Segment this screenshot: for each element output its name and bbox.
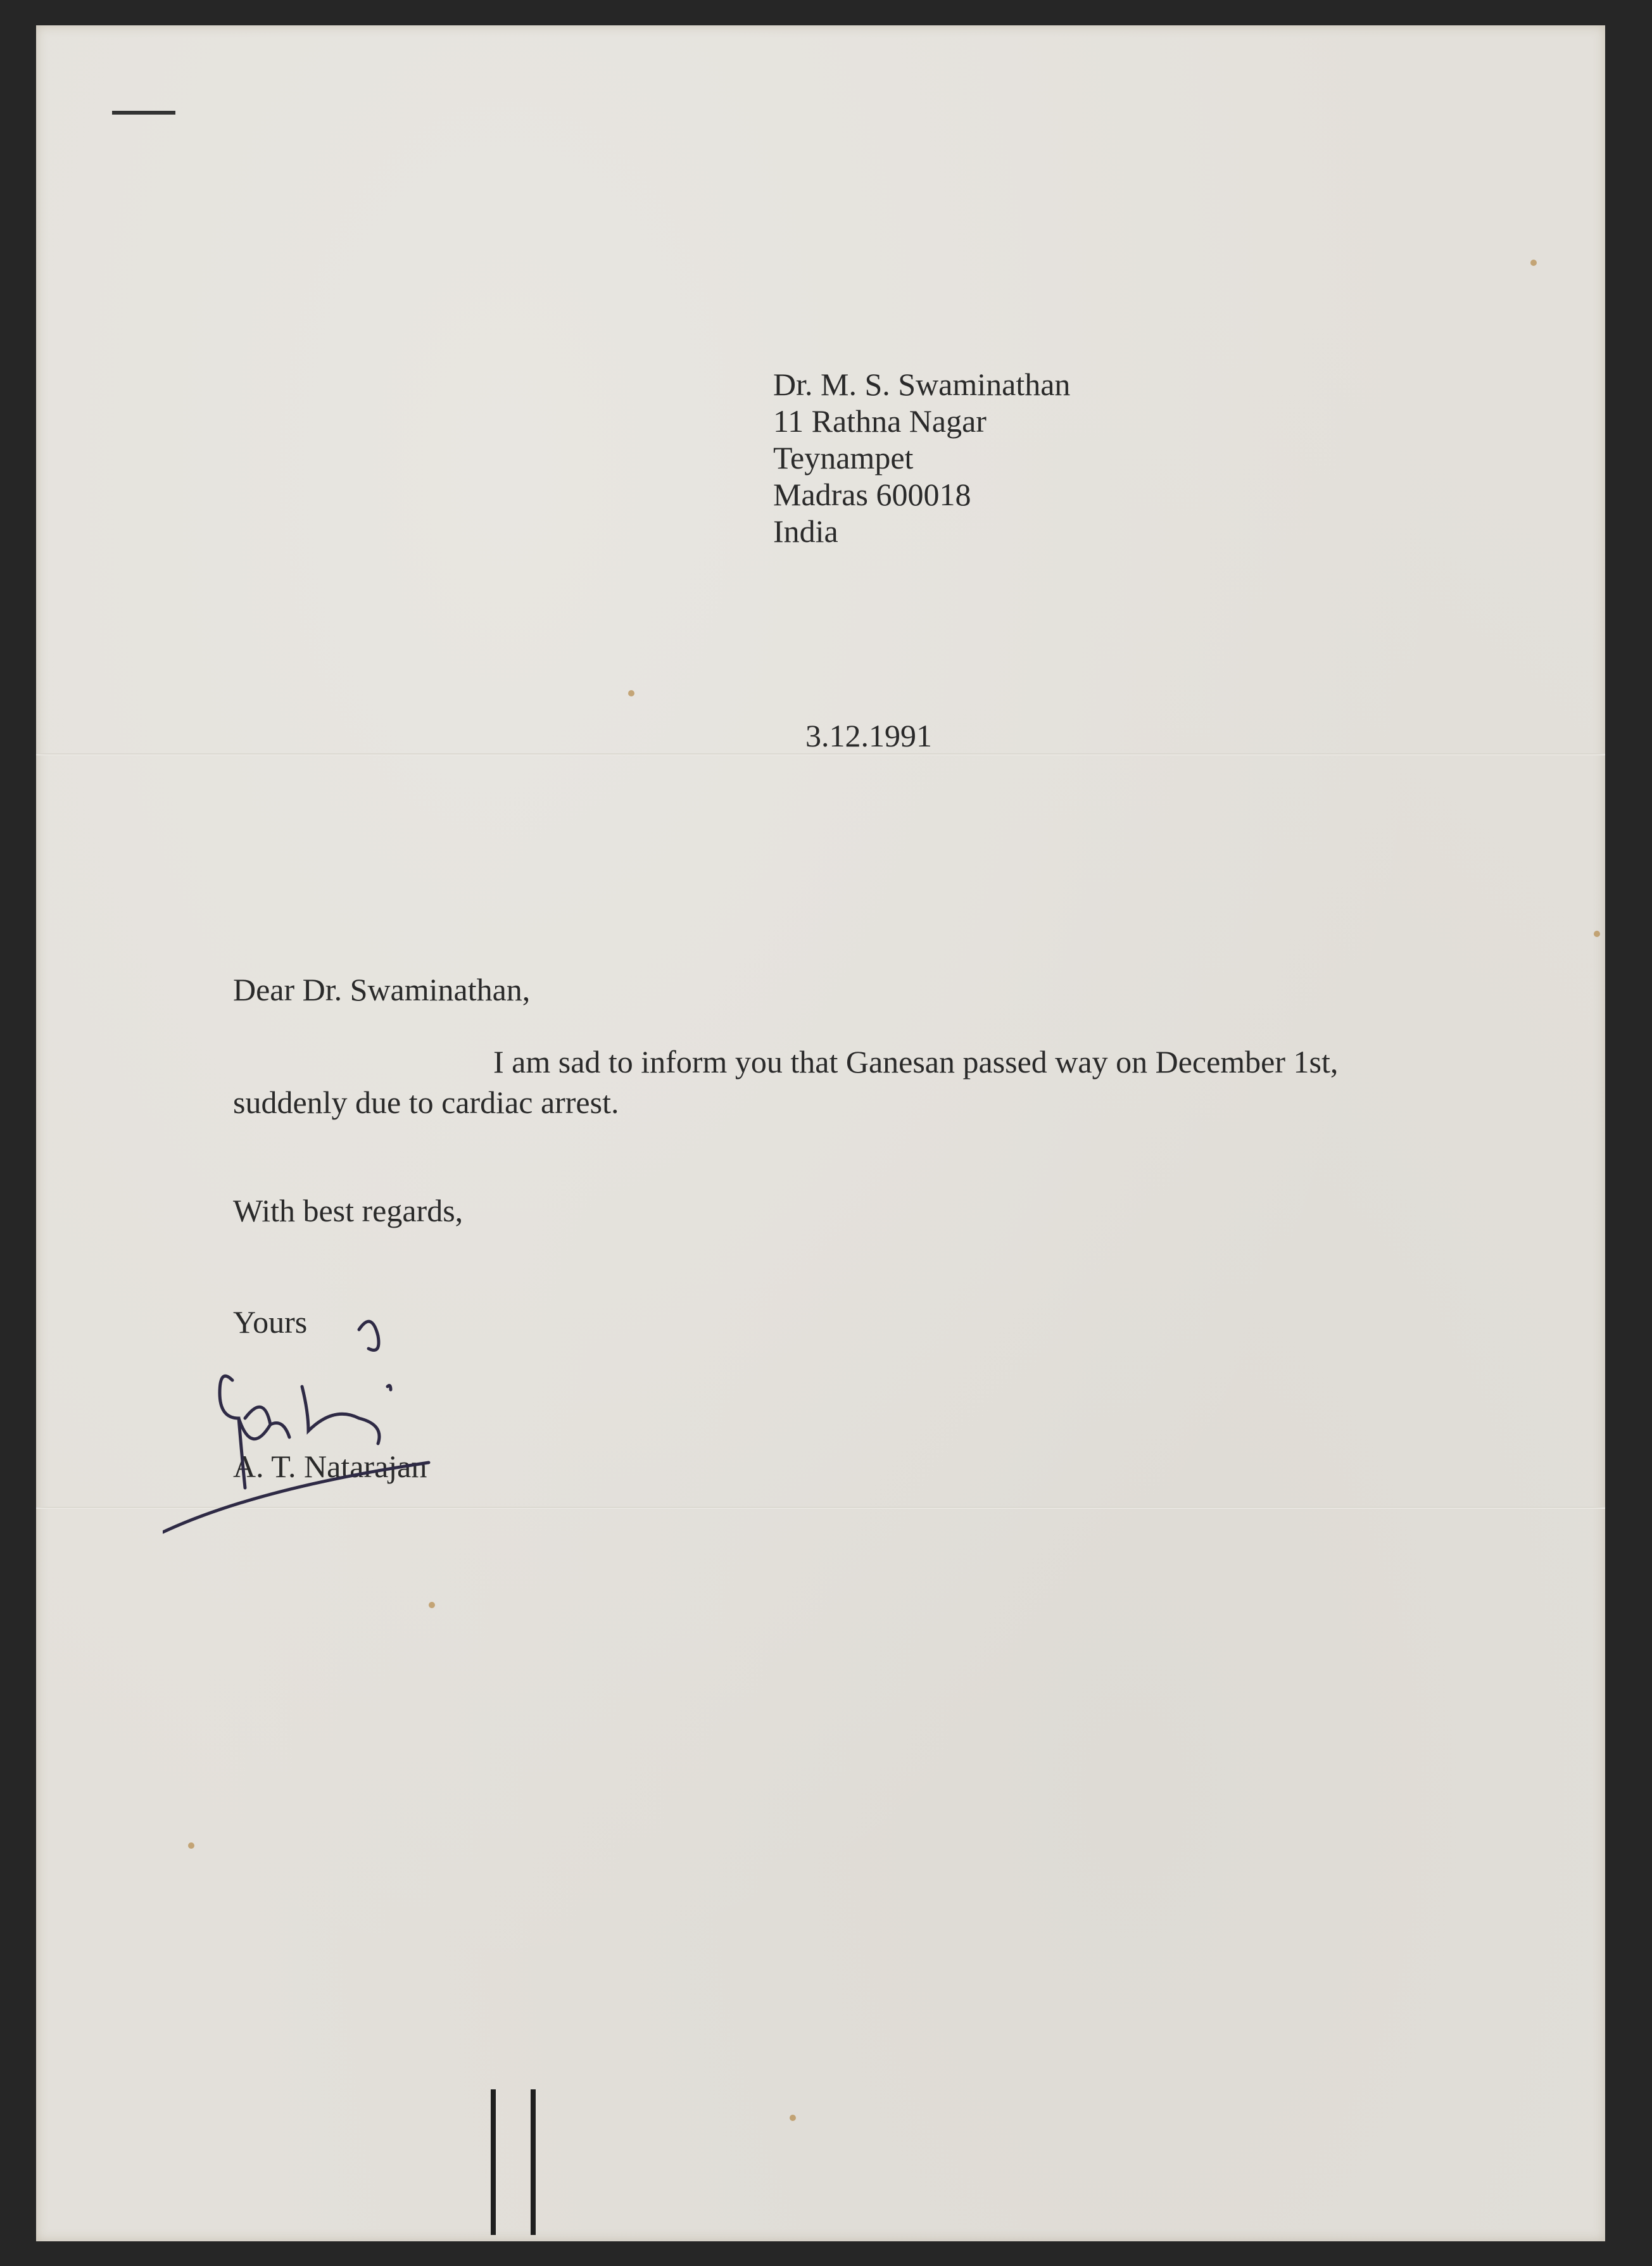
sender-name: A. T. Natarajan	[233, 1449, 427, 1484]
letter-paper	[36, 25, 1605, 2241]
handwritten-signature	[163, 1317, 606, 1558]
yours-text: Yours	[233, 1304, 308, 1340]
body-line: I am sad to inform you that Ganesan passed way on December 1st,	[493, 1044, 1339, 1079]
salutation: Dear Dr. Swaminathan,	[233, 972, 531, 1007]
address-line: 11 Rathna Nagar	[773, 403, 987, 439]
address-line: Dr. M. S. Swaminathan	[773, 367, 1071, 402]
body-line: suddenly due to cardiac arrest.	[233, 1085, 619, 1120]
address-line: Teynampet	[773, 440, 914, 475]
stain	[429, 1602, 435, 1608]
stain	[1530, 260, 1537, 266]
pencil-mark	[531, 2089, 536, 2235]
staple-mark	[112, 111, 175, 115]
address-line: Madras 600018	[773, 477, 971, 512]
address-line: India	[773, 513, 838, 549]
recipient-address	[773, 366, 1070, 550]
letter-date: 3.12.1991	[805, 718, 932, 753]
stain	[188, 1842, 194, 1849]
closing: With best regards,	[233, 1193, 463, 1228]
pencil-mark	[491, 2089, 496, 2235]
stain	[790, 2115, 796, 2121]
stain	[1594, 931, 1600, 937]
stain	[628, 690, 634, 696]
